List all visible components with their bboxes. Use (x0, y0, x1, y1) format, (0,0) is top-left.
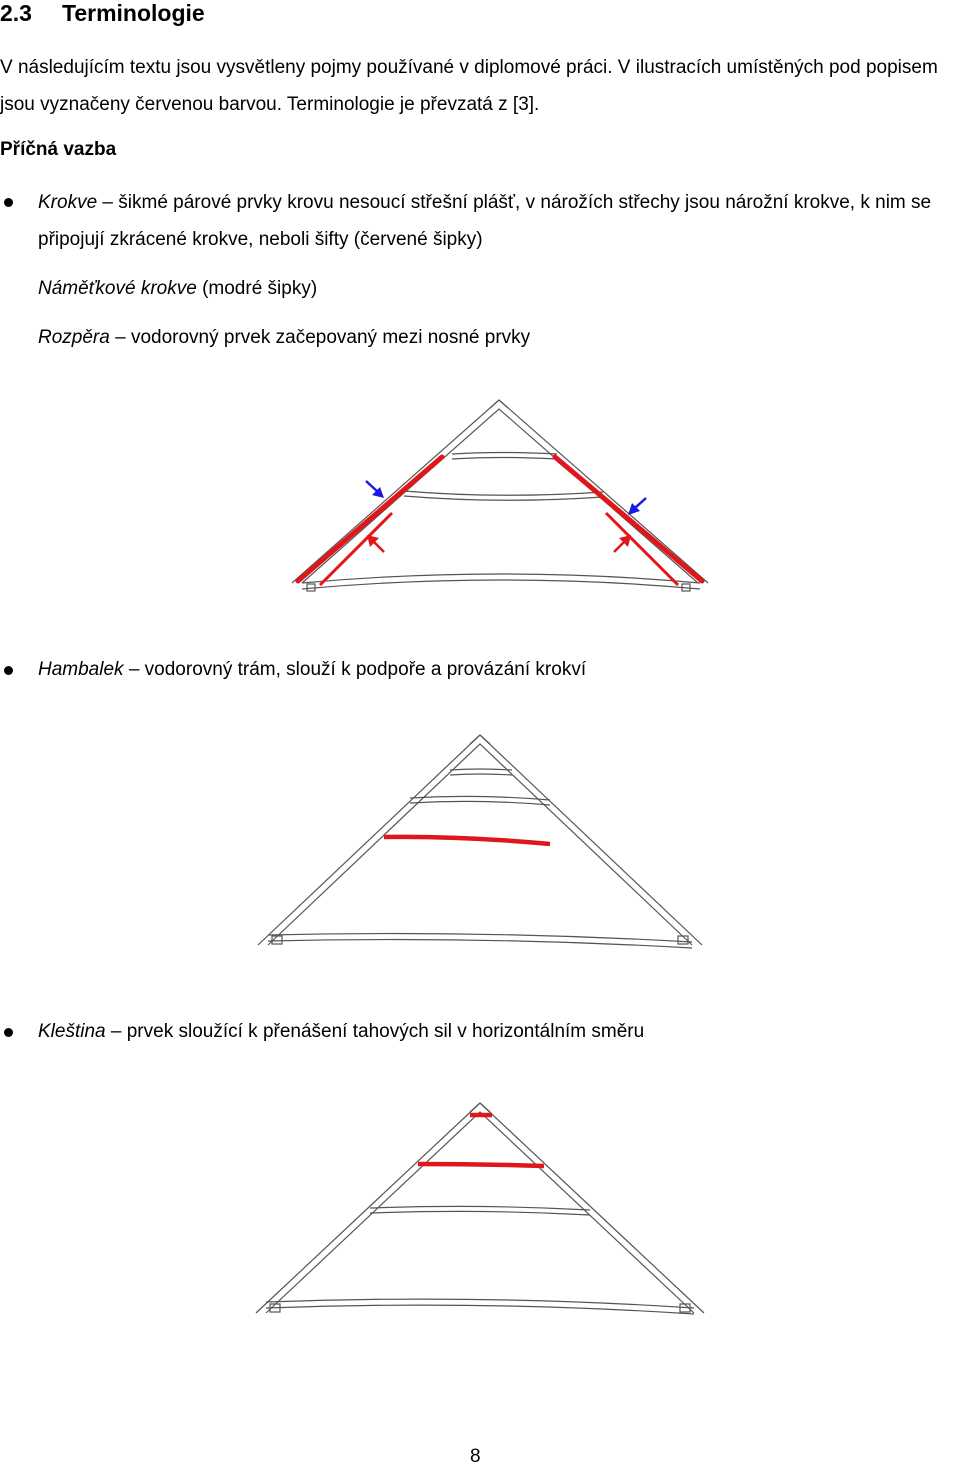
term-krokve: Krokve (38, 192, 98, 213)
bullet-dot (4, 198, 13, 207)
red-arrow-icon (614, 535, 631, 552)
term-klestina: Kleština (38, 1021, 106, 1042)
list-item-krokve (38, 184, 960, 258)
term-dash: – (109, 327, 131, 348)
section-title: Terminologie (62, 0, 205, 26)
description-klestina: prvek sloužící k přenášení tahových sil v horizontálním směru (126, 1021, 645, 1042)
description-namet: (modré šipky) (196, 278, 318, 299)
section-heading (0, 0, 205, 27)
description-krokve: šikmé párové prvky krovu nesoucí střešní plášť, v nárožích střechy jsou nárožní krokve, k nim se připojují zkrácené krokve, neboli šifty (červené šipky) (38, 192, 932, 250)
red-arrow-icon (367, 535, 384, 552)
term-dash: – (123, 659, 145, 680)
term-hambalek: Hambalek (38, 659, 124, 680)
list-item-rozpera (38, 319, 530, 356)
term-rozpera: Rozpěra (38, 327, 110, 348)
term-dash: – (97, 192, 119, 213)
term-dash: – (105, 1021, 127, 1042)
list-item-hambalek (38, 651, 586, 688)
blue-arrow-icon (366, 481, 384, 498)
bullet-dot (4, 1028, 13, 1037)
truss-figure-hambalek (250, 730, 710, 955)
section-number: 2.3 (0, 0, 32, 26)
truss-figure-krokve (280, 395, 720, 605)
subsection-title: Příčná vazba (0, 139, 117, 160)
description-rozpera: vodorovný prvek začepovaný mezi nosné prvky (130, 327, 531, 348)
bullet-dot (4, 666, 13, 675)
list-item-klestina (38, 1013, 644, 1050)
description-hambalek: vodorovný trám, slouží k podpoře a provázání krokví (144, 659, 587, 680)
page-number: 8 (470, 1446, 481, 1467)
list-item-namet (38, 270, 317, 307)
term-namet: Náměťkové krokve (38, 278, 197, 299)
intro-paragraph: V následujícím textu jsou vysvětleny pojmy používané v diplomové práci. V ilustracích umístěných pod popisem jsou vyznačeny červenou barvou. Terminologie je převzatá z [3]. (0, 57, 938, 115)
truss-figure-klestina (250, 1098, 710, 1323)
blue-arrow-icon (628, 498, 646, 515)
